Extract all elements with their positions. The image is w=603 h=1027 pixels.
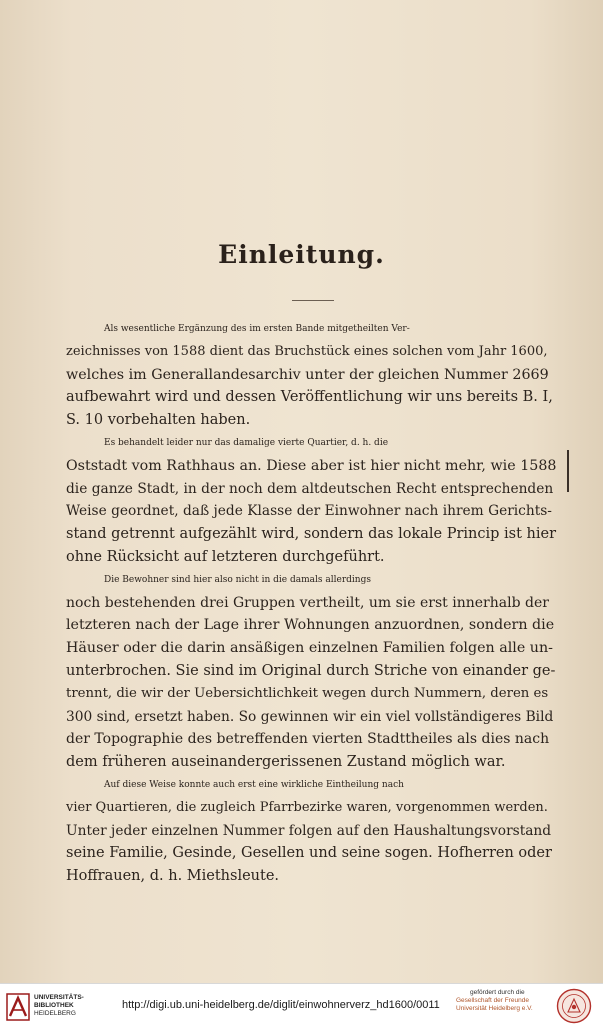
text-line: dem früheren auseinandergerissenen Zustand möglich war. xyxy=(66,754,506,771)
viewer-footer xyxy=(0,983,603,1027)
text-line: Auf diese Weise konnte auch erst eine wirkliche Eintheilung nach xyxy=(104,779,404,790)
page-title: Einleitung. xyxy=(218,240,385,269)
funding-org-link[interactable]: Universität Heidelberg e.V. xyxy=(456,1005,533,1012)
funding-org-link[interactable]: Gesellschaft der Freunde xyxy=(456,997,529,1004)
text-line: welches im Generallandesarchiv unter der gleichen Nummer 2669 xyxy=(66,366,549,383)
text-line: S. 10 vorbehalten haben. xyxy=(66,412,251,429)
text-line: unterbrochen. Sie sind im Original durch Striche von einander ge- xyxy=(66,662,556,679)
library-name-line: UNIVERSITÄTS- xyxy=(34,994,84,1001)
text-line: Häuser oder die darin ansäßigen einzelnen Familien folgen alle un- xyxy=(66,640,553,657)
text-line: Als wesentliche Ergänzung des im ersten Bande mitgetheilten Ver- xyxy=(104,324,410,334)
library-name xyxy=(34,994,84,1018)
permalink-url[interactable]: http://digi.ub.uni-heidelberg.de/diglit/einwohnerverz_hd1600/0011 xyxy=(122,999,440,1011)
text-line: Weise geordnet, daß jede Klasse der Einwohner nach ihrem Gerichts- xyxy=(66,503,552,520)
text-line: der Topographie des betreffenden vierten Stadttheiles als dies nach xyxy=(66,731,550,748)
text-line: Oststadt vom Rathhaus an. Diese aber ist hier nicht mehr, wie 1588 xyxy=(66,457,557,474)
text-line: letzteren nach der Lage ihrer Wohnungen anzuordnen, sondern die xyxy=(66,617,555,634)
university-seal-icon xyxy=(556,988,592,1024)
library-name-line: HEIDELBERG xyxy=(34,1010,76,1017)
paragraph xyxy=(66,774,556,888)
text-line: trennt, die wir der Uebersichtlichkeit wegen durch Nummern, deren es xyxy=(66,685,549,701)
text-line: noch bestehenden drei Gruppen vertheilt, um sie erst innerhalb der xyxy=(66,594,549,611)
text-line: vier Quartieren, die zugleich Pfarrbezirke waren, vorgenommen werden. xyxy=(66,799,548,815)
text-line: Unter jeder einzelnen Nummer folgen auf den Haushaltungsvorstand xyxy=(66,822,552,839)
funding-credit xyxy=(438,989,548,1013)
text-line: die ganze Stadt, in der noch dem altdeutschen Recht entsprechenden xyxy=(66,480,554,497)
text-line: Hoffrauen, d. h. Miethsleute. xyxy=(66,868,280,885)
margin-mark xyxy=(567,450,569,492)
text-line: Die Bewohner sind hier also nicht in die damals allerdings xyxy=(104,574,371,585)
text-line: Es behandelt leider nur das damalige vierte Quartier, d. h. die xyxy=(104,437,389,448)
text-line: zeichnisses von 1588 dient das Bruchstück eines solchen vom Jahr 1600, xyxy=(66,343,548,359)
paragraph xyxy=(66,432,556,569)
funding-label: gefördert durch die xyxy=(470,989,525,996)
text-line: seine Familie, Gesinde, Gesellen und seine sogen. Hofherren oder xyxy=(66,845,552,862)
text-line: stand getrennt aufgezählt wird, sondern das lokale Princip ist hier xyxy=(66,526,557,543)
text-line: 300 sind, ersetzt haben. So gewinnen wir ein viel vollständigeres Bild xyxy=(66,708,554,725)
text-line: aufbewahrt wird und dessen Veröffentlichung wir uns bereits B. I, xyxy=(66,389,553,406)
paragraph xyxy=(66,318,556,432)
text-line: ohne Rücksicht auf letzteren durchgeführt. xyxy=(66,548,385,565)
body-text xyxy=(66,318,556,888)
paragraph xyxy=(66,569,556,774)
library-name-line: BIBLIOTHEK xyxy=(34,1002,74,1009)
university-library-logo-icon[interactable] xyxy=(6,992,30,1022)
title-divider xyxy=(292,300,334,301)
